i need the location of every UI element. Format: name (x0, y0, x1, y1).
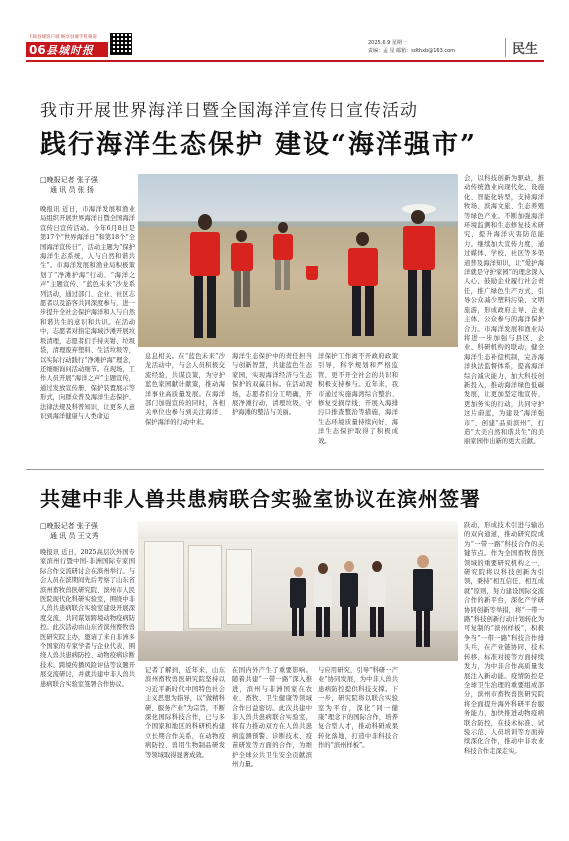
article2-byline (40, 521, 135, 541)
qr-code-icon[interactable] (110, 33, 132, 55)
article1-column (318, 352, 398, 462)
article2-col2-text: 记者了解到，近年来，山东滨州畜牧兽医研究院坚持以习近平新时代中国特色社会主义思想为指导，以“做精科研、服务产业”为宗旨，不断深化国际科技合作，已与多个国家和地区的科研机构建立长期合作关系，在动物疫病防控、兽用生物制品研发等领域取得显著成效。 (145, 667, 225, 759)
header-info (368, 39, 455, 55)
article1-reporter: □晚报记者 张子强 (40, 176, 98, 184)
article1-col2-text: 息息相关。在“蓝色未来”沙龙活动中，与会人员积极交流经验，共谋良策，为守护蓝色家园献计献策，推动海洋事业高质量发展。在海洋部门加强宣传的同时，各相关单位也参与到关注海洋、保护海洋的行动中来。 (145, 353, 225, 426)
article2-column (318, 666, 398, 836)
article1-col3-text: 海洋生态保护中的责任担当与创新智慧，共建蓝色生态家园，实现海洋经济与生态保护的双赢目标。在活动现场，志愿者们分工明确，开展净滩行动，清理垃圾，守护海滩的整洁与美丽。 (232, 353, 312, 417)
article1-col6-text: 会，以科技创新为驱动，推动传统渔业向现代化、设施化、智能化转型，支持海洋牧场、滨海文旅、生态养殖等绿色产业。不断加强海洋环境监测和生态修复技术研究，提升海洋灾害防范能力。继续加大宣传力度，通过媒体、学校、社区等多渠道普及海洋知识，让“爱护海洋就是守护家园”的理念深入人心，鼓励企业履行社会责任，推广绿色生产方式，引导公众减少塑料污染、文明旅游，形成政府主导、企业主体、公众参与的海洋保护合力。市海洋发展和渔业局将进一步加强与县区、企业、科研机构的联动，健全海洋生态补偿机制，完善海洋执法监督体系，提高海洋综合减灾能力，加大科技创新投入，推动海洋绿色低碳发展，让更加坚定地宣传、更加务实的行动，共同守护这片蔚蓝，为建设“海洋强市”、创建“品质滨州”，打造“大美自然和谐共生”的美丽家园作出新的更大贡献。 (464, 175, 544, 446)
exhibit-panel (144, 541, 184, 633)
lab-visit-photo[interactable] (138, 521, 458, 661)
volunteer-figure (396, 204, 446, 344)
article2-col1-text: 晚报讯 近日，2025高层次外国专家滨州行暨中国-非洲国际专家国际合作交流研讨会在滨州举行。与会人员在滨期间先后考察了山东省滨州畜牧兽医研究院、滨州市人民医院现代化科研实验室，围绕中非人兽共患病联合实验室建设开展深度交流，共同谋划跨境动物疫病防控。此次活动由山东省滨州畜牧兽医研究院主办，邀请了来自非洲多个国家的专家学者与企业代表，围绕人兽共患病防控、动物疫病诊断技术、跨境传播风险评估等议题开展交流研讨，并就共建中非人兽共患病联合实验室签署合作协议。 (40, 549, 135, 688)
exhibit-panel (188, 545, 222, 629)
article1-column (464, 174, 544, 464)
bucket-icon (306, 266, 318, 280)
article1-column (232, 352, 312, 462)
article2-column (40, 548, 135, 838)
exhibit-panel (226, 549, 252, 625)
volunteer-figure (228, 230, 256, 310)
article1-kicker: 我市开展世界海洋日暨全国海洋宣传日宣传活动 (40, 101, 418, 121)
article-divider (26, 469, 544, 470)
article1-headline[interactable]: 践行海洋生态保护 建设“海洋强市” (40, 130, 477, 160)
article1-byline (40, 175, 135, 195)
paper-name-logo: 县城时报 (46, 43, 94, 57)
article2-col3-text: 在国内外产生了重要影响。随着共建“一带一路”深入推进，滨州与非洲国家在农业、畜牧、卫生健康等领域合作日益密切。此次共建中非人兽共患病联合实验室，将有力推动双方在人兽共患病监测预警、诊断技术、疫苗研发等方面的合作，为维护全球公共卫生安全贡献滨州力量。 (232, 667, 312, 769)
visitor-figure (288, 567, 308, 639)
masthead (0, 0, 569, 62)
header-rule (26, 60, 544, 62)
ceiling (138, 521, 458, 539)
visitor-figure (366, 561, 388, 641)
article2-column (232, 666, 312, 836)
page-number: 06 (29, 42, 46, 57)
article1-correspondent: 通 讯 员 张 扬 (50, 186, 94, 194)
volunteer-figure (186, 214, 226, 344)
article1-column (145, 352, 225, 462)
article2-correspondent: 通 讯 员 王文秀 (50, 532, 99, 540)
article1-col1-text: 晚报讯 近日，市海洋发展和渔业局组织开展世界海洋日暨全国海洋宣传日宣传活动。今年6月8日是第17个“世界海洋日”和第18个“全国海洋宣传日”，活动主题为“保护海洋生态系统，人与自然和谐共生”。市海洋发展和渔业局积极策划了“净滩护海”行动、“海洋之声”主题宣传、“蓝色未来”沙龙系列活动，通过部门、企业、社区志愿者以及游客共同深度参与，进一步提升全社会保护海洋和人与自然和谐共生的意识和共识。在活动中，志愿者对指定海域沙滩开展垃圾清理，志愿者们手持夹钳、垃圾袋，清理废弃塑料、生活垃圾等，以实际行动践行“净滩护海”理念，还细细询问活动细节。在现场，工作人员开展“海洋之声”主题宣传，通过发放宣传册、保护装置展示等形式，向群众普及海洋生态保护、法律法规及科普知识，让更多人意识到海洋健康与人类命运 (40, 206, 135, 420)
volunteer-figure (344, 228, 386, 338)
header-slogan: 下载县城客户端 畅享县城手机频道 (28, 35, 97, 40)
guide-figure (410, 555, 436, 651)
beach-cleanup-photo[interactable] (138, 174, 458, 347)
issue-date: 2025.6.9 星期一 (368, 40, 407, 46)
article2-column (145, 666, 225, 836)
article2-column (464, 521, 544, 836)
article2-col4-text: 与应用研究，引导“科研一产业”协同发展，为中非人兽共患病防控提供科技支撑。下一步，研究院将以联合实验室为平台，深化“同一健康”理念下的国际合作，培养复合型人才，推动科研成果转化落地，打造中非科技合作的“滨州样板”。 (318, 667, 398, 750)
editor-line: 责编：孟 星 邮箱：sdthxb@163.com (368, 48, 456, 54)
article1-col5-text: 洋保护工作离不开政府政策引导，科学规划和严格监管，更不开全社会的共识和积极支持参与。近年来，我市通过实施海湾综合整治、修复受损岸线、开展入海排污口排查整治等措施，海洋生态环境质量持续向好，海洋生态保护取得了积极成效。 (318, 353, 398, 445)
visitor-figure (312, 563, 334, 641)
page-badge (26, 42, 108, 57)
article2-col6-text: 跃动，形成技术引进与输出的双向通道，推动研究院成为“一带一路”科技合作的关键节点。作为全国畜牧兽医领域的重要研究机构之一，研究院将以科技创新为引领，秉持“相互信任、相互成就”原则，努力建设国际交流合作的新平台，深化产学研协同创新等举措，将“一带一路”科技创新行动计划转化为可复制的“滨州样板”，积极争当“一带一路”科技合作排头兵，在产业链协同、技术转移、标准对接等方面持续发力，为中非合作高质量发展注入新动能。疫情防控是全球卫生治理的重要组成部分，滨州市畜牧兽医研究院将全面提升海外科研平台服务能力，加快推进动物疫病联合防控，在技术标准、试验示范、人员培训等方面持续深化合作，推动中非农业科技合作走深走实。 (464, 522, 544, 755)
article1-column (40, 205, 135, 445)
visitor-figure (338, 561, 360, 641)
volunteer-figure (270, 222, 296, 292)
article2-reporter: □晚报记者 张子强 (40, 522, 98, 530)
section-tag: 民生 (505, 38, 538, 57)
article2-headline[interactable]: 共建中非人兽共患病联合实验室协议在滨州签署 (40, 487, 481, 511)
